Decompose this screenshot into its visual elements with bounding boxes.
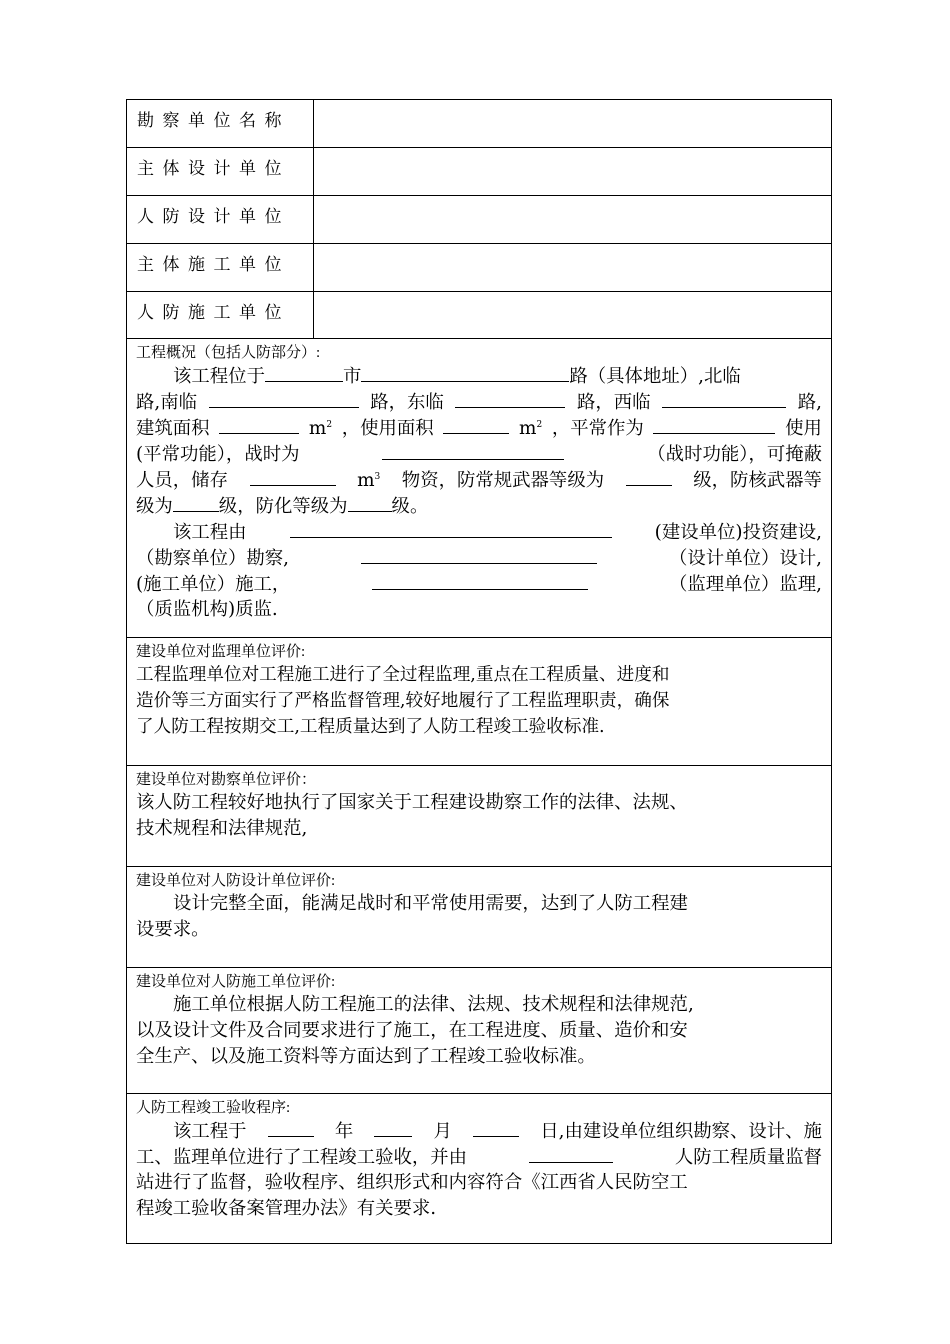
unit-row-main-design [127, 148, 831, 196]
unit-label: 人防设计单位 [127, 196, 314, 243]
unit-label: 主体施工单位 [127, 244, 314, 291]
west-blank[interactable] [662, 389, 786, 408]
storage-volume-blank[interactable] [250, 467, 336, 486]
unit-value-field[interactable] [315, 148, 831, 195]
building-area-blank[interactable] [219, 415, 299, 434]
unit-label: 主体设计单位 [127, 148, 314, 195]
designer-blank[interactable] [361, 545, 597, 564]
unit-row-main-construction [127, 244, 831, 292]
unit-row-survey [127, 100, 831, 148]
wartime-use-blank[interactable] [382, 441, 564, 460]
overview-line: （质监机构)质监. [136, 599, 278, 620]
conventional-weapon-level-blank[interactable] [626, 467, 672, 486]
supervision-evaluation-section [127, 638, 831, 766]
nuclear-weapon-level-blank[interactable] [173, 493, 219, 512]
section-title: 人防工程竣工验收程序: [136, 1100, 291, 1116]
paragraph-line: 工程监理单位对工程施工进行了全过程监理,重点在工程质量、进度和 [136, 665, 670, 685]
road-blank[interactable] [361, 363, 569, 382]
paragraph-line: 以及设计文件及合同要求进行了施工，在工程进度、质量、造价和安 [136, 1020, 688, 1041]
section-title: 建设单位对人防设计单位评价: [136, 873, 336, 889]
south-blank[interactable] [209, 389, 359, 408]
chemical-protection-level-blank[interactable] [348, 493, 392, 512]
section-title: 建设单位对监理单位评价: [136, 644, 306, 660]
overview-section [127, 339, 831, 638]
overview-line: （勘察单位）勘察, （设计单位）设计, [136, 545, 822, 571]
unit-value-field[interactable] [315, 196, 831, 243]
city-blank[interactable] [265, 363, 343, 382]
unit-value-field[interactable] [315, 292, 831, 338]
paragraph-line: 施工单位根据人防工程施工的法律、法规、技术规程和法律规范, [173, 994, 694, 1015]
overview-line: 该工程位于 市 路（具体地址）,北临 [136, 363, 822, 389]
peacetime-use-blank[interactable] [653, 415, 775, 434]
paragraph-line: 该工程于 年 月 日,由建设单位组织勘察、设计、施 [136, 1118, 822, 1144]
paragraph-line: 站进行了监督，验收程序、组织形式和内容符合《江西省人民防空工 [136, 1172, 688, 1193]
unit-value-field[interactable] [315, 100, 831, 147]
survey-evaluation-section [127, 766, 831, 867]
acceptance-form [126, 99, 832, 1244]
supervisor-blank[interactable] [372, 571, 588, 590]
paragraph-line: 工、监理单位进行了工程竣工验收，并由 人防工程质量监督 [136, 1144, 822, 1170]
paragraph-line: 程竣工验收备案管理办法》有关要求. [136, 1198, 437, 1219]
unit-value-field[interactable] [315, 244, 831, 291]
design-evaluation-section [127, 867, 831, 968]
acceptance-procedure-section [127, 1094, 831, 1245]
paragraph-line: 技术规程和法律规范, [136, 818, 308, 839]
unit-label: 勘察单位名称 [127, 100, 314, 147]
unit-row-civil-defense-design [127, 196, 831, 244]
unit-label: 人防施工单位 [127, 292, 314, 338]
usable-area-blank[interactable] [443, 415, 509, 434]
overview-line: 该工程由 (建设单位)投资建设, [136, 519, 822, 545]
builder-blank[interactable] [290, 519, 612, 538]
east-blank[interactable] [455, 389, 565, 408]
overview-line: 级为 级，防化等级为 级。 [136, 493, 822, 519]
month-blank[interactable] [374, 1118, 412, 1137]
paragraph-line: 全生产、以及施工资料等方面达到了工程竣工验收标准。 [136, 1046, 596, 1067]
day-blank[interactable] [473, 1118, 519, 1137]
section-title: 建设单位对人防施工单位评价: [136, 974, 336, 990]
paragraph-line: 了人防工程按期交工,工程质量达到了人防工程竣工验收标准. [136, 717, 605, 737]
paragraph-line: 该人防工程较好地执行了国家关于工程建设勘察工作的法律、法规、 [136, 792, 688, 813]
paragraph-line: 设计完整全面，能满足战时和平常使用需要，达到了人防工程建 [173, 893, 688, 914]
paragraph-line: 设要求。 [136, 919, 210, 940]
paragraph-line: 造价等三方面实行了严格监督管理,较好地履行了工程监理职责，确保 [136, 691, 670, 711]
overview-line: 路,南临 路，东临 路，西临 路, [136, 389, 822, 415]
section-title: 工程概况（包括人防部分）: [136, 345, 321, 361]
unit-row-civil-defense-construction [127, 292, 831, 339]
construction-evaluation-section [127, 968, 831, 1094]
overview-line: 建筑面积 $m^2$ ，使用面积 $m^2$ ，平常作为 使用 [136, 415, 822, 441]
overview-line: (平常功能），战时为 （战时功能），可掩蔽 [136, 441, 822, 467]
quality-station-blank[interactable] [529, 1144, 613, 1163]
overview-line: 人员，储存 $m^3$ 物资，防常规武器等级为 级，防核武器等 [136, 467, 822, 493]
year-blank[interactable] [268, 1118, 314, 1137]
overview-line: (施工单位）施工， （监理单位）监理, [136, 571, 822, 597]
section-title: 建设单位对勘察单位评价： [136, 772, 317, 788]
